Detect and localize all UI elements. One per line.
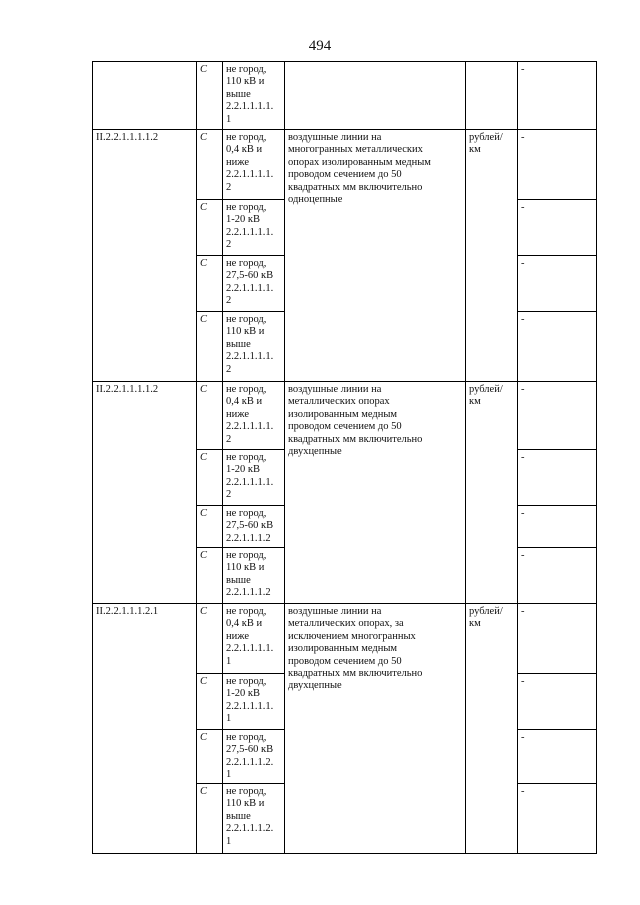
text-line: квадратных мм включительно [288,181,423,193]
text-line: не город, [226,508,267,519]
text-line: выше [226,338,251,350]
rate-value: - [518,382,597,450]
table-row [93,382,597,450]
page-number: 494 [308,38,332,54]
text-line: 2.2.1.1.1.1. [226,282,274,294]
text-line: ниже [226,156,250,168]
voltage-category [223,382,285,450]
rate-value: - [518,256,597,312]
rate-value: - [518,784,597,854]
text-line: 0,4 кВ и [226,618,263,630]
text-line: многогранных металлических [288,144,423,156]
text-line: 1 [226,113,232,125]
text-line: изолированным медным [288,643,398,655]
category-letter: С [197,256,223,312]
line-description [285,62,466,130]
text-line: выше [226,810,251,822]
voltage-category [223,730,285,784]
text-line: не город, [226,132,267,143]
unit [466,604,518,854]
text-line: воздушные линии на [288,384,382,395]
rate-value: - [518,200,597,256]
text-line: 1-20 кВ [226,688,260,700]
text-line: 27,5-60 кВ [226,270,274,282]
text-line: 2 [226,295,232,307]
rate-value: - [518,730,597,784]
text-line: 2.2.1.1.1.1. [226,421,274,433]
unit [466,382,518,604]
category-letter: С [197,784,223,854]
rate-value: - [518,506,597,548]
voltage-category [223,130,285,200]
text-line: 1-20 кВ [226,214,260,226]
text-line: 2.2.1.1.1.1. [226,101,274,113]
rate-value: - [518,604,597,674]
text-line: исключением многогранных [288,630,416,642]
text-line: 2 [226,239,232,251]
text-line: не город, [226,202,267,213]
text-line: км [469,618,481,630]
text-line: 2.2.1.1.1.2. [226,823,274,835]
text-line: км [469,396,481,408]
text-line: выше [226,88,251,100]
text-line: 27,5-60 кВ [226,744,274,756]
rate-value: - [518,450,597,506]
table-body [93,62,597,854]
voltage-category [223,62,285,130]
table-row [93,130,597,200]
text-line: 2.2.1.1.1.1. [226,643,274,655]
voltage-category [223,604,285,674]
text-line: 1-20 кВ [226,464,260,476]
text-line: 2 [226,181,232,193]
table-row [93,62,597,130]
voltage-category [223,200,285,256]
voltage-category [223,548,285,604]
text-line: не город, [226,64,267,75]
category-letter: С [197,382,223,450]
unit [466,62,518,130]
voltage-category [223,256,285,312]
category-letter: С [197,730,223,784]
text-line: 2.2.1.1.1.2. [226,756,274,768]
text-line: рублей/ [469,606,503,617]
text-line: рублей/ [469,384,503,395]
text-line: не город, [226,676,267,687]
text-line: рублей/ [469,132,503,143]
text-line: не город, [226,786,267,797]
text-line: 110 кВ и [226,562,265,574]
text-line: 110 кВ и [226,798,265,810]
category-letter: С [197,200,223,256]
text-line: 2.2.1.1.1.1. [226,351,274,363]
row-code: II.2.2.1.1.1.1.2 [93,130,197,382]
text-line: 2 [226,433,232,445]
line-description [285,130,466,382]
text-line: 2.2.1.1.1.2 [226,532,271,544]
text-line: воздушные линии на [288,606,382,617]
text-line: опорах изолированным медным [288,156,431,168]
text-line: проводом сечением до 50 [288,655,402,667]
text-line: квадратных мм включительно [288,433,423,445]
table-row [93,604,597,674]
text-line: 2 [226,489,232,501]
tariff-table [92,61,597,854]
unit [466,130,518,382]
text-line: 1 [226,835,232,847]
line-description [285,382,466,604]
text-line: 1 [226,655,232,667]
voltage-category [223,450,285,506]
text-line: воздушные линии на [288,132,382,143]
voltage-category [223,674,285,730]
text-line: выше [226,574,251,586]
text-line: металлических опорах, за [288,618,404,630]
text-line: ниже [226,630,250,642]
category-letter: С [197,312,223,382]
rate-value: - [518,312,597,382]
text-line: изолированным медным [288,408,398,420]
text-line: 27,5-60 кВ [226,520,274,532]
rate-value: - [518,674,597,730]
text-line: не город, [226,606,267,617]
text-line: 2 [226,363,232,375]
text-line: км [469,144,481,156]
row-code: II.2.2.1.1.1.2.1 [93,604,197,854]
text-line: двухцепные [288,680,342,692]
text-line: ниже [226,408,250,420]
text-line: двухцепные [288,446,342,458]
text-line: 0,4 кВ и [226,144,263,156]
text-line: 1 [226,713,232,725]
text-line: 2.2.1.1.1.1. [226,700,274,712]
text-line: металлических опорах [288,396,390,408]
rate-value: - [518,130,597,200]
category-letter: С [197,548,223,604]
category-letter: С [197,130,223,200]
text-line: 110 кВ и [226,326,265,338]
text-line: не город, [226,258,267,269]
line-description [285,604,466,854]
text-line: 2.2.1.1.1.2 [226,587,271,599]
text-line: 0,4 кВ и [226,396,263,408]
category-letter: С [197,62,223,130]
rate-value: - [518,62,597,130]
text-line: 110 кВ и [226,76,265,88]
text-line: 2.2.1.1.1.1. [226,226,274,238]
category-letter: С [197,506,223,548]
text-line: не город, [226,452,267,463]
rate-value: - [518,548,597,604]
text-line: не город, [226,732,267,743]
category-letter: С [197,450,223,506]
row-code: II.2.2.1.1.1.1.2 [93,382,197,604]
text-line: квадратных мм включительно [288,668,423,680]
text-line: не город, [226,550,267,561]
text-line: 2.2.1.1.1.1. [226,169,274,181]
text-line: 1 [226,769,232,781]
text-line: 2.2.1.1.1.1. [226,476,274,488]
row-code [93,62,197,130]
text-line: не город, [226,314,267,325]
text-line: проводом сечением до 50 [288,169,402,181]
voltage-category [223,784,285,854]
text-line: одноцепные [288,194,343,206]
text-line: проводом сечением до 50 [288,421,402,433]
category-letter: С [197,604,223,674]
text-line: не город, [226,384,267,395]
voltage-category [223,506,285,548]
category-letter: С [197,674,223,730]
voltage-category [223,312,285,382]
